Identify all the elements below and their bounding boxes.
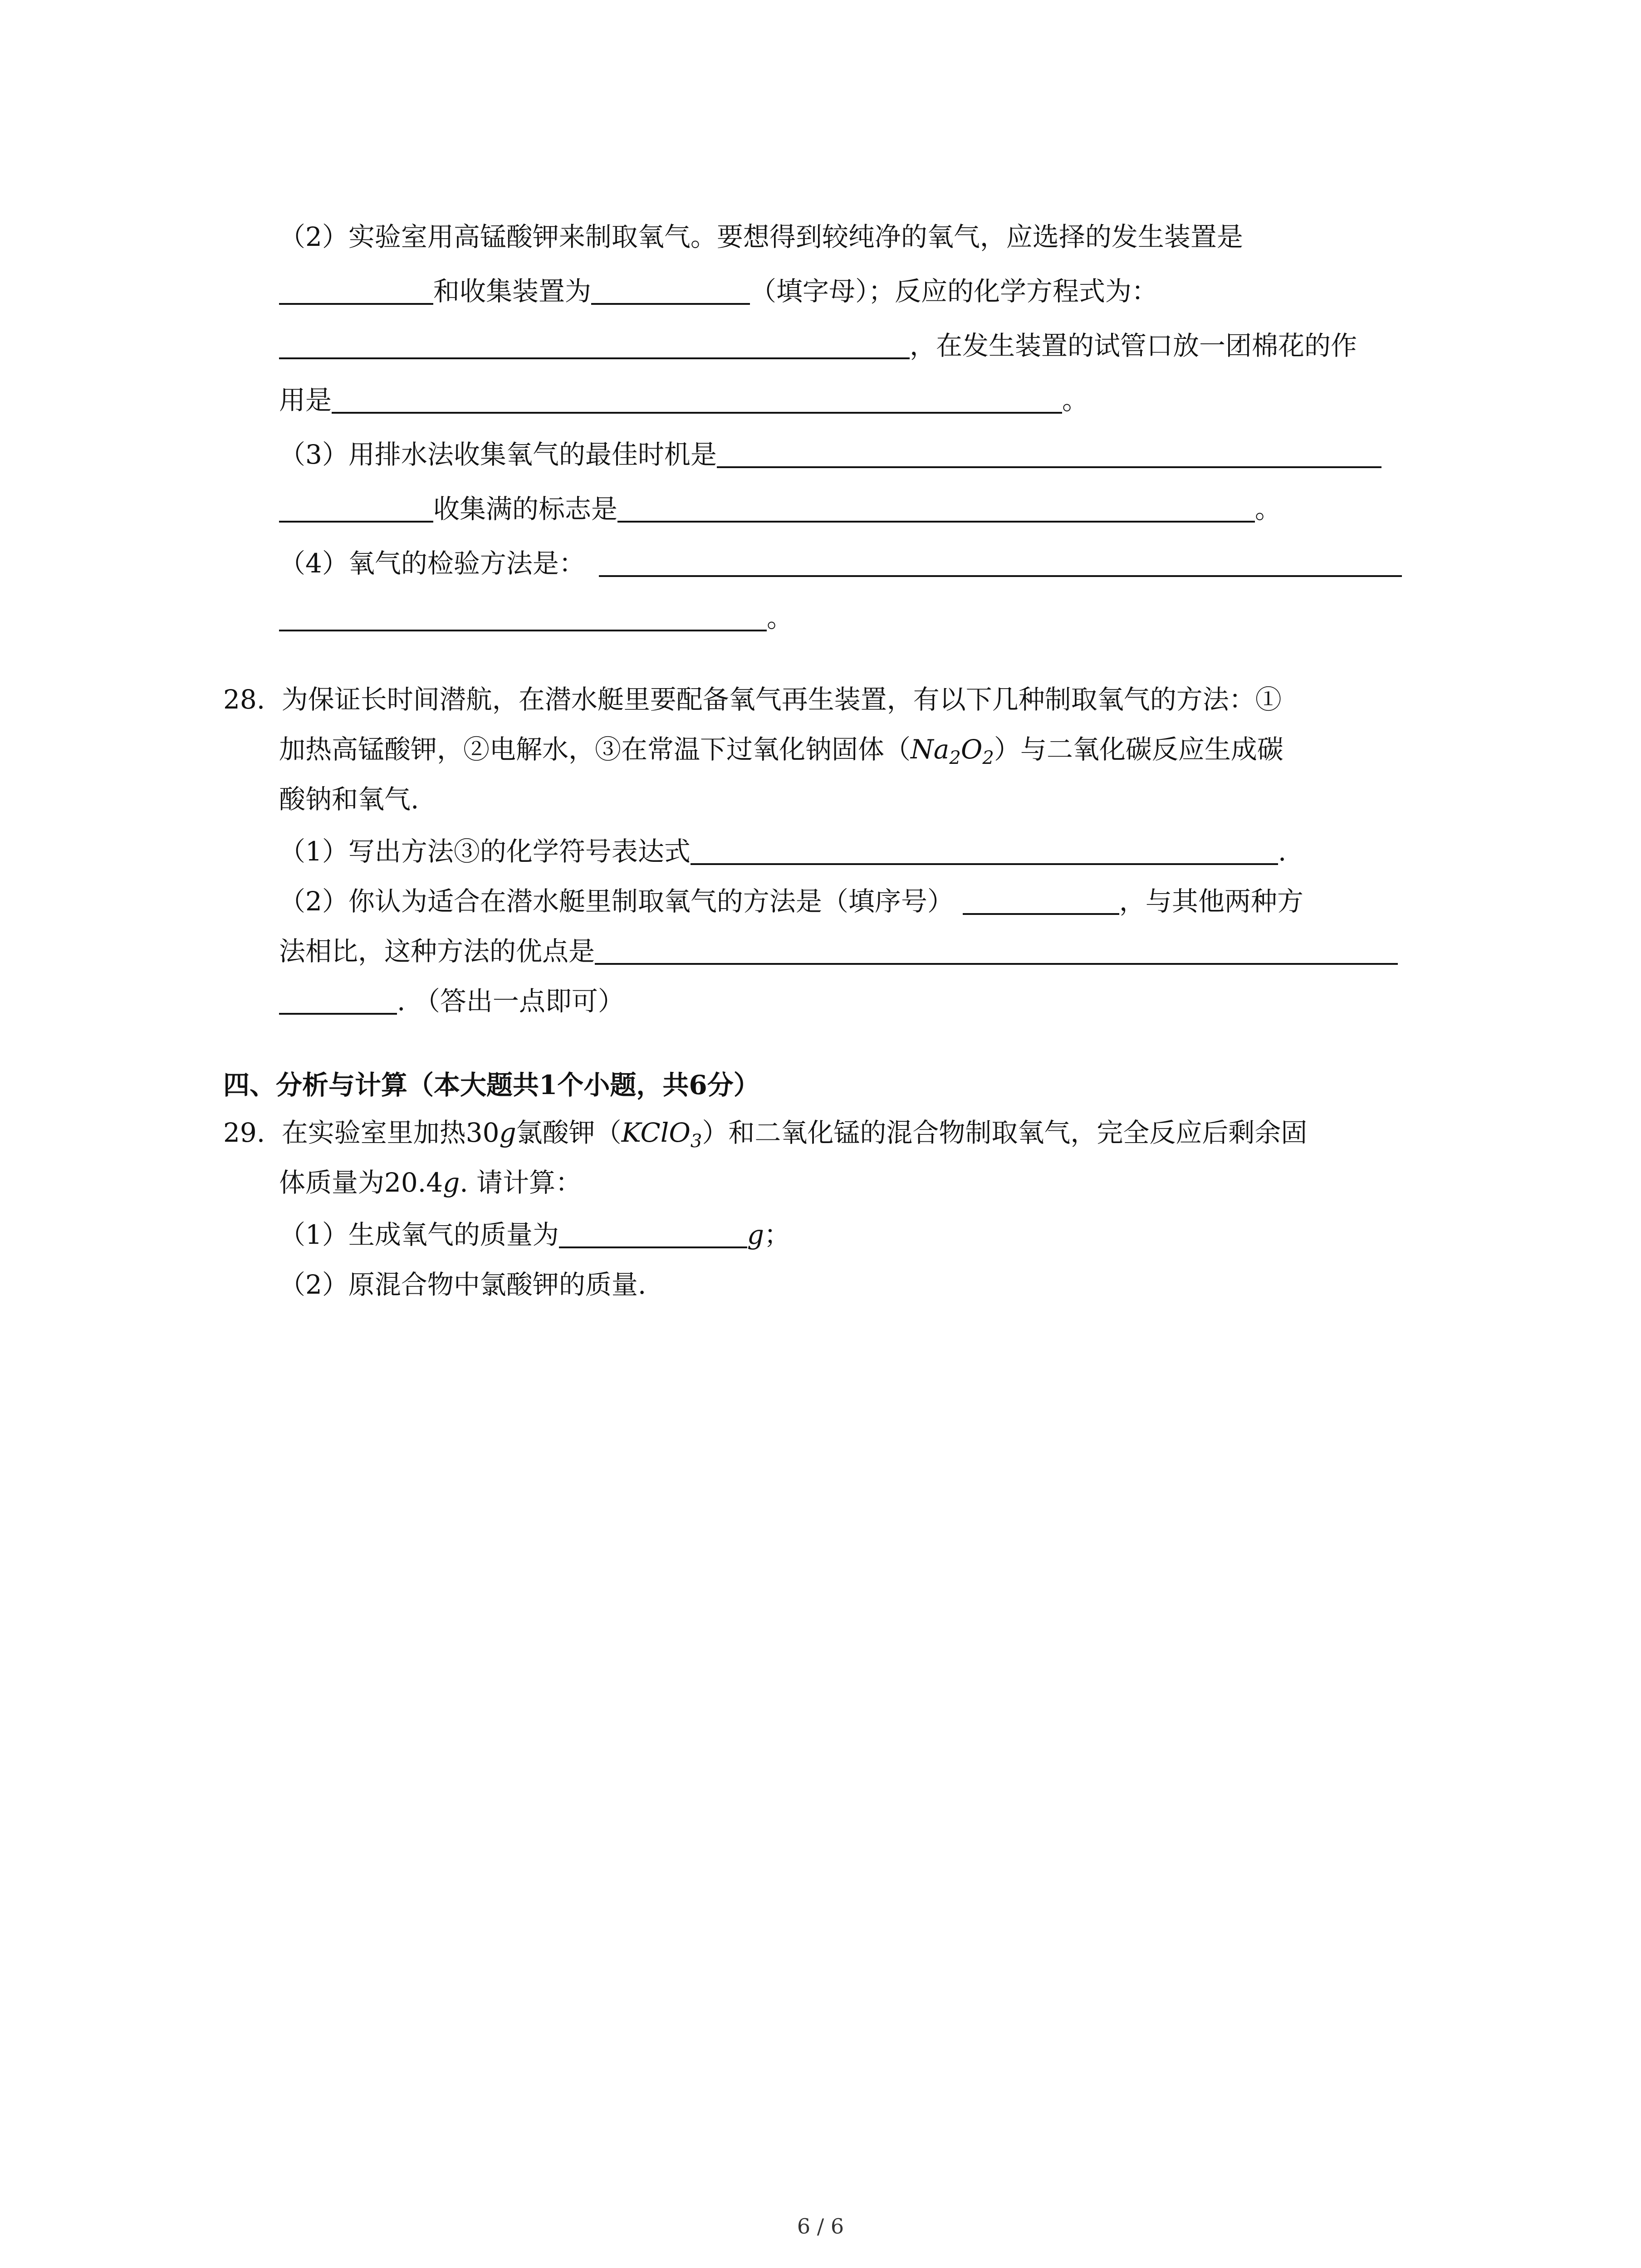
q27-part4-line2: [279, 599, 793, 637]
q28-part2-text2: ，与其他两种方: [1119, 886, 1303, 917]
q29-stem-text2a: 体质量为20.4: [279, 1167, 443, 1198]
q28-part1-end: .: [1278, 836, 1287, 867]
answer-blank-oxygen-mass[interactable]: [559, 1219, 747, 1248]
section-heading-text: 四、分析与计算（本大题共1个小题，共6分）: [223, 1070, 760, 1100]
q29-number: 29.: [223, 1117, 265, 1148]
q29-part1-end: ；: [764, 1219, 791, 1250]
answer-blank-advantage[interactable]: [595, 936, 1398, 965]
q28-part2-line2: [279, 932, 1398, 970]
q27-part2-text3: （填字母）；反应的化学方程式为：: [750, 276, 1158, 307]
answer-blank-best-time-cont[interactable]: [279, 494, 433, 523]
q27-part2-text2: 和收集装置为: [433, 276, 592, 307]
q27-part2-text6: 。: [1062, 385, 1089, 415]
q29-stem-text2b: . 请计算：: [460, 1167, 582, 1198]
q29-part2-text: （2）原混合物中氯酸钾的质量.: [279, 1269, 647, 1300]
q28-part2-text4: . （答出一点即可）: [397, 986, 624, 1017]
q29-part1-unit: g: [747, 1219, 764, 1250]
q27-part4-text2: 。: [767, 602, 794, 633]
q28-part2-text3: 法相比，这种方法的优点是: [279, 936, 595, 967]
answer-blank-best-time[interactable]: [717, 439, 1381, 468]
answer-blank-full-sign[interactable]: [617, 494, 1255, 523]
answer-blank-generator[interactable]: [279, 276, 433, 305]
q28-stem-text1: 为保证长时间潜航，在潜水艇里要配备氧气再生装置，有以下几种制取氧气的方法：①: [281, 684, 1282, 715]
q27-part3-text3: 。: [1255, 494, 1282, 524]
q28-stem-line1: [223, 680, 1282, 719]
q29-part2-line: [279, 1266, 646, 1304]
answer-blank-method-number[interactable]: [963, 886, 1119, 915]
answer-blank-advantage-cont[interactable]: [279, 986, 397, 1015]
answer-blank-equation[interactable]: [279, 330, 910, 359]
q27-part2-text4: ，在发生装置的试管口放一团棉花的作: [910, 330, 1357, 361]
q27-part3-text1: （3）用排水法收集氧气的最佳时机是: [279, 439, 717, 470]
q28-stem-line2: [279, 730, 1283, 768]
q27-part3-text2: 收集满的标志是: [433, 494, 618, 524]
answer-blank-collector[interactable]: [591, 276, 750, 305]
q29-part1-text: （1）生成氧气的质量为: [279, 1219, 559, 1250]
section-heading: [223, 1066, 760, 1104]
q27-part3-line2: [279, 490, 1281, 528]
q27-part2-text5: 用是: [279, 385, 332, 415]
q27-part2-line4: [279, 381, 1088, 419]
q28-part2-line3: [279, 982, 624, 1020]
q29-part1-line: [279, 1216, 790, 1254]
q28-stem-text2b: ）与二氧化碳反应生成碳: [994, 734, 1283, 765]
q27-part2-line3: [279, 327, 1357, 365]
answer-blank-symbol-expression[interactable]: [691, 836, 1278, 865]
q29-stem-text1: 在实验室里加热30g氯酸钾（KClO$_3$）和二氧化锰的混合物制取氧气，完全反应后剩余固: [281, 1117, 1308, 1152]
q27-part2-line1: [279, 218, 1243, 256]
answer-blank-test-method-cont[interactable]: [279, 602, 767, 631]
q28-number: 28.: [223, 684, 265, 715]
q27-part4-text1: （4）氧气的检验方法是：: [279, 548, 585, 579]
q29-unit-g: g: [443, 1167, 460, 1198]
formula-kclo3: KClO$_3$: [621, 1117, 702, 1152]
q27-part2-line2: [279, 272, 1158, 310]
q28-stem-line3: [279, 780, 419, 818]
q28-stem-text3: 酸钠和氧气.: [279, 784, 419, 815]
q28-stem-text2a: 加热高锰酸钾，②电解水，③在常温下过氧化钠固体（: [279, 734, 911, 765]
q27-part2-text: （2）实验室用高锰酸钾来制取氧气。要想得到较纯净的氧气，应选择的发生装置是: [279, 221, 1243, 252]
q28-part1-text: （1）写出方法③的化学符号表达式: [279, 836, 691, 867]
q28-part2-line1: [279, 882, 1303, 920]
q27-part4-line1: [279, 544, 1402, 582]
q28-part2-text1: （2）你认为适合在潜水艇里制取氧气的方法是（填序号）: [279, 886, 954, 917]
answer-blank-cotton-purpose[interactable]: [332, 385, 1062, 414]
q29-stem-line1: [223, 1114, 1307, 1152]
q27-part3-line1: [279, 435, 1381, 474]
answer-blank-test-method[interactable]: [599, 548, 1402, 577]
q28-part1-line: [279, 832, 1286, 870]
q29-stem-line2: [279, 1163, 582, 1202]
page-number: 6 / 6: [797, 2214, 844, 2239]
formula-na2o2: $Na_2O_2$: [911, 734, 994, 768]
